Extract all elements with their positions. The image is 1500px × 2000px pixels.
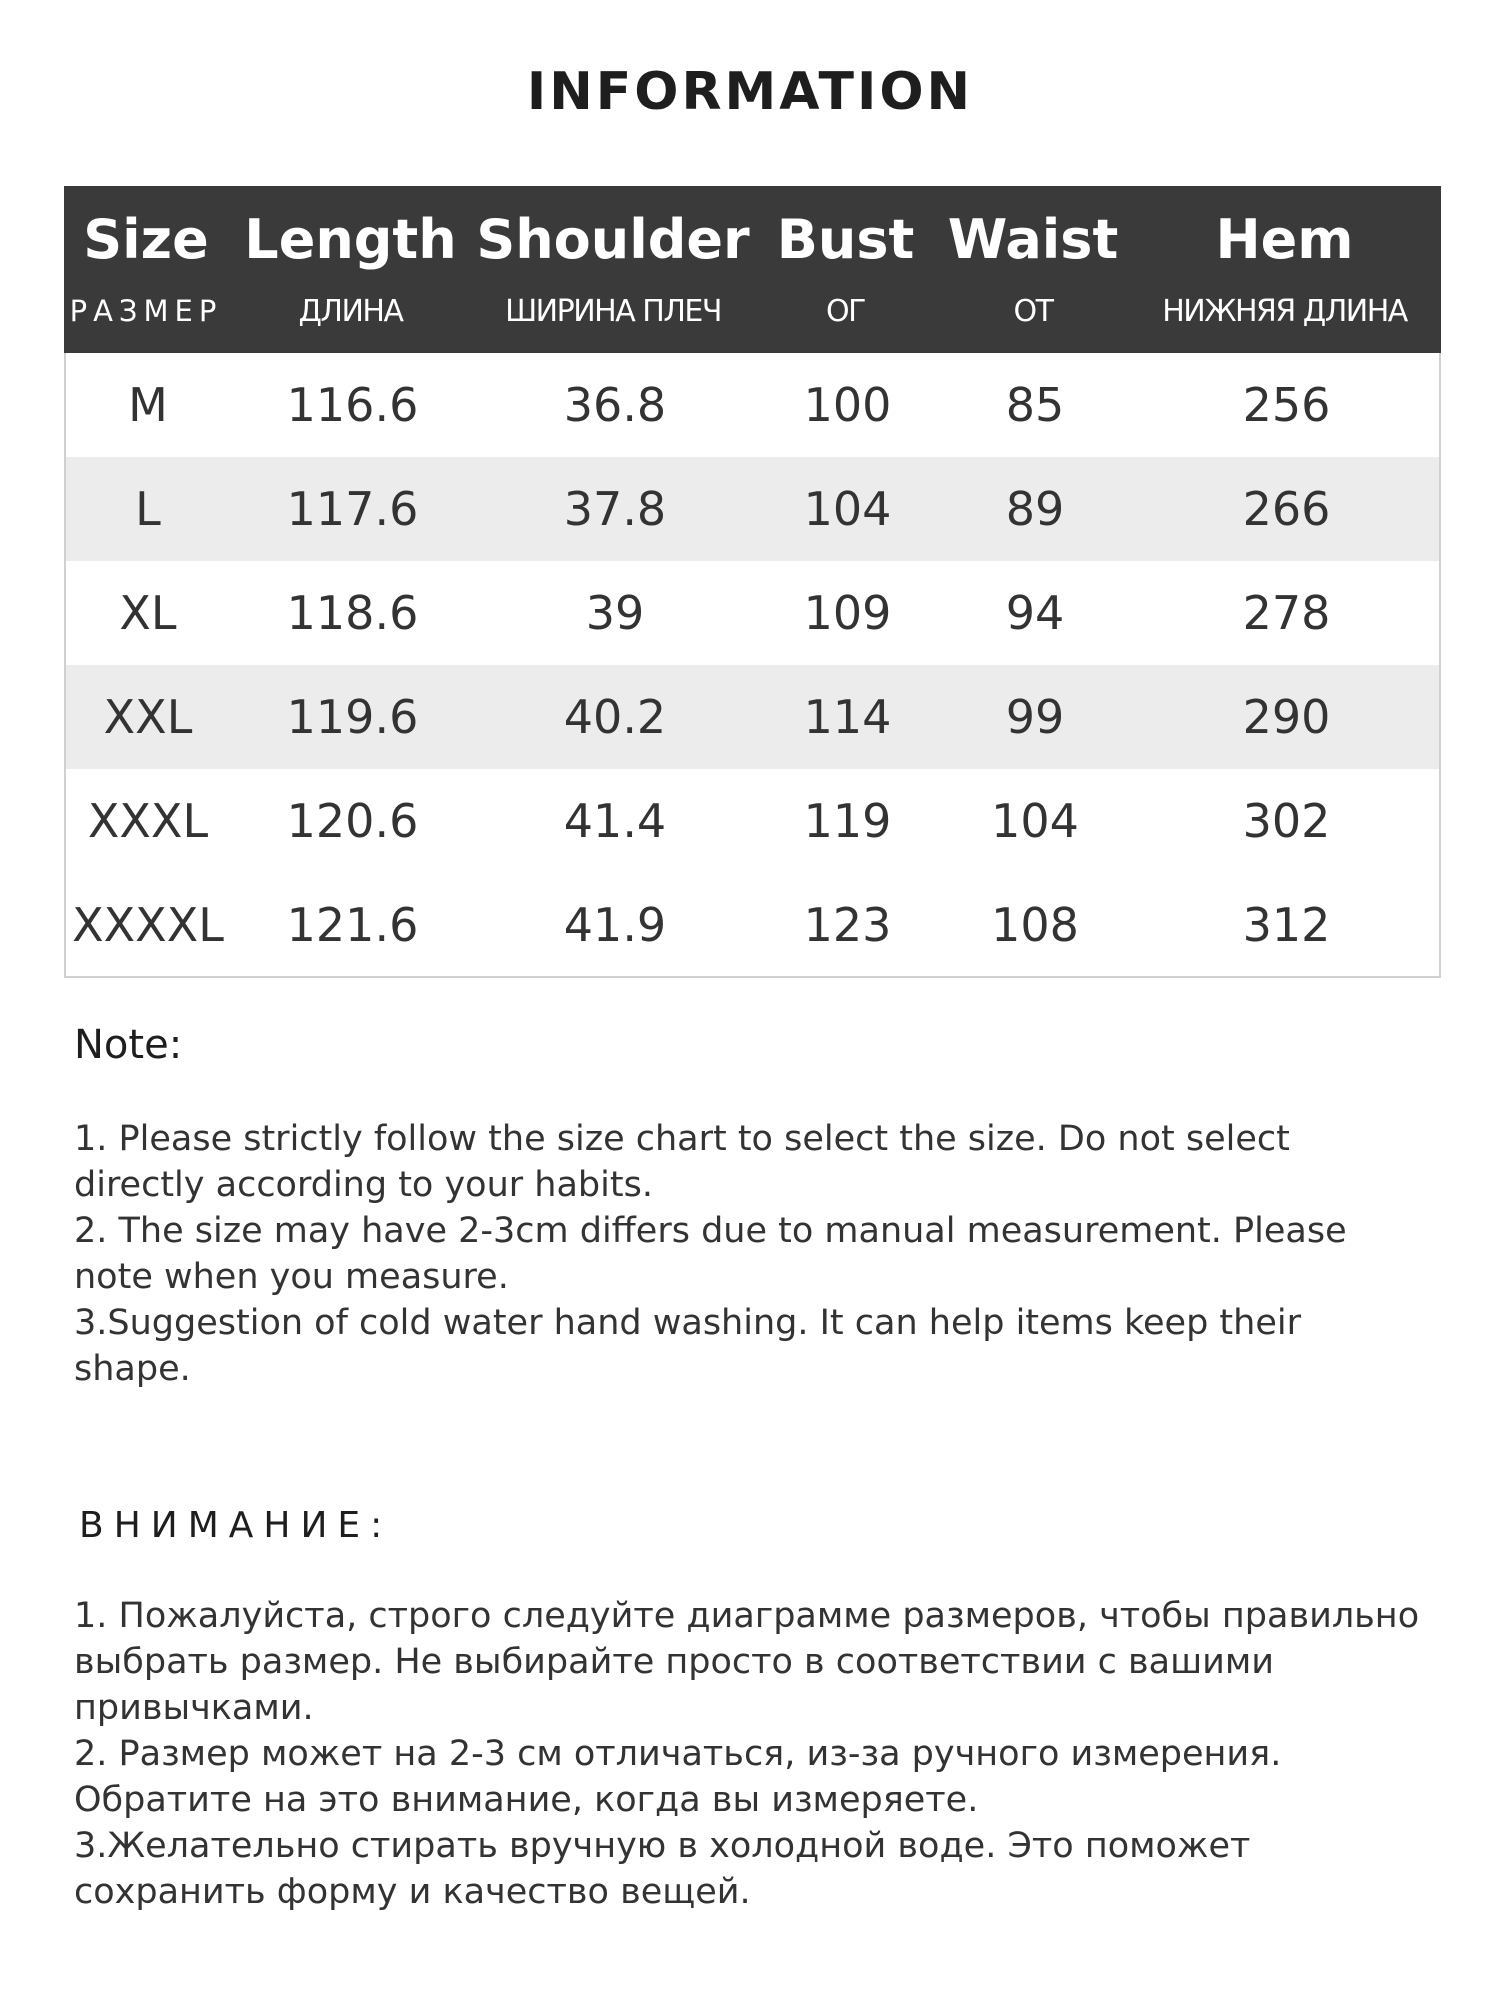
header-bust <box>753 186 938 353</box>
cell-hem: 312 <box>1242 898 1331 952</box>
header-waist-en: Waist <box>947 208 1119 271</box>
table-row <box>66 665 1439 769</box>
header-hem-ru: НИЖНЯЯ ДЛИНА <box>1162 294 1407 329</box>
header-bust-ru: ОГ <box>826 294 865 329</box>
cell-waist: 85 <box>1005 378 1065 432</box>
header-waist-ru: ОТ <box>1013 294 1053 329</box>
header-length <box>228 186 473 353</box>
note-line: 3.Suggestion of cold water hand washing. It can help items keep their <box>74 1303 1301 1343</box>
header-shoulder-en: Shoulder <box>476 208 750 271</box>
cell-hem: 256 <box>1242 378 1331 432</box>
cell-bust: 114 <box>803 690 892 744</box>
cell-length: 117.6 <box>286 482 419 536</box>
header-shoulder-ru: ШИРИНА ПЛЕЧ <box>505 294 721 329</box>
header-length-ru: ДЛИНА <box>298 294 403 329</box>
cell-shoulder: 39 <box>585 586 645 640</box>
table-row <box>66 873 1439 977</box>
cell-waist: 104 <box>991 794 1079 848</box>
cell-waist: 89 <box>1005 482 1065 536</box>
cell-size: XL <box>119 586 177 640</box>
ru-note-line: привычками. <box>74 1688 314 1728</box>
note-line: shape. <box>74 1349 191 1389</box>
header-shoulder <box>473 186 753 353</box>
header-size <box>64 186 228 353</box>
note-line: directly according to your habits. <box>74 1165 653 1205</box>
ru-note-line: Обратите на это внимание, когда вы измеряете. <box>74 1780 979 1820</box>
note-line: 2. The size may have 2-3cm differs due to manual measurement. Please <box>74 1211 1347 1251</box>
cell-shoulder: 40.2 <box>563 690 667 744</box>
cell-length: 118.6 <box>286 586 419 640</box>
header-hem <box>1128 186 1441 353</box>
cell-bust: 123 <box>803 898 892 952</box>
cell-length: 120.6 <box>286 794 419 848</box>
table-row <box>66 561 1439 665</box>
cell-waist: 94 <box>1005 586 1065 640</box>
ru-note-list <box>74 1593 1464 1915</box>
cell-hem: 302 <box>1242 794 1331 848</box>
cell-hem: 290 <box>1242 690 1331 744</box>
table-row <box>66 457 1439 561</box>
cell-size: XXXL <box>87 794 209 848</box>
header-size-ru: РАЗМЕР <box>69 294 223 328</box>
cell-bust: 119 <box>803 794 892 848</box>
cell-hem: 266 <box>1242 482 1331 536</box>
page-title: INFORMATION <box>526 62 974 122</box>
table-row <box>66 353 1439 457</box>
cell-size: L <box>135 482 161 536</box>
ru-note-line: 2. Размер может на 2-3 см отличаться, из-за ручного измерения. <box>74 1734 1282 1774</box>
header-bust-en: Bust <box>776 208 915 271</box>
cell-shoulder: 41.4 <box>563 794 667 848</box>
ru-note-heading: ВНИМАНИЕ: <box>79 1505 393 1546</box>
cell-length: 116.6 <box>286 378 419 432</box>
ru-note-line: 1. Пожалуйста, строго следуйте диаграмме размеров, чтобы правильно <box>74 1596 1420 1636</box>
size-chart-table <box>64 186 1441 978</box>
header-size-en: Size <box>83 208 209 271</box>
header-length-en: Length <box>244 208 457 271</box>
note-line: 1. Please strictly follow the size chart to select the size. Do not select <box>74 1119 1290 1159</box>
cell-bust: 104 <box>803 482 892 536</box>
note-line: note when you measure. <box>74 1257 509 1297</box>
cell-length: 121.6 <box>286 898 419 952</box>
note-list <box>74 1116 1434 1392</box>
note-heading: Note: <box>74 1022 183 1068</box>
ru-note-line: 3.Желательно стирать вручную в холодной воде. Это поможет <box>74 1826 1251 1866</box>
cell-length: 119.6 <box>286 690 419 744</box>
cell-waist: 99 <box>1005 690 1065 744</box>
ru-note-line: выбрать размер. Не выбирайте просто в соответствии с вашими <box>74 1642 1275 1682</box>
cell-size: XXL <box>103 690 193 744</box>
cell-size: M <box>128 378 168 432</box>
table-row <box>66 769 1439 873</box>
table-header <box>64 186 1441 353</box>
cell-shoulder: 41.9 <box>563 898 667 952</box>
cell-shoulder: 36.8 <box>563 378 667 432</box>
header-hem-en: Hem <box>1215 208 1354 271</box>
cell-bust: 109 <box>803 586 892 640</box>
cell-bust: 100 <box>803 378 892 432</box>
ru-note-line: сохранить форму и качество вещей. <box>74 1872 751 1912</box>
cell-hem: 278 <box>1242 586 1331 640</box>
cell-shoulder: 37.8 <box>563 482 667 536</box>
cell-waist: 108 <box>991 898 1079 952</box>
header-waist <box>938 186 1128 353</box>
cell-size: XXXXL <box>72 898 224 952</box>
